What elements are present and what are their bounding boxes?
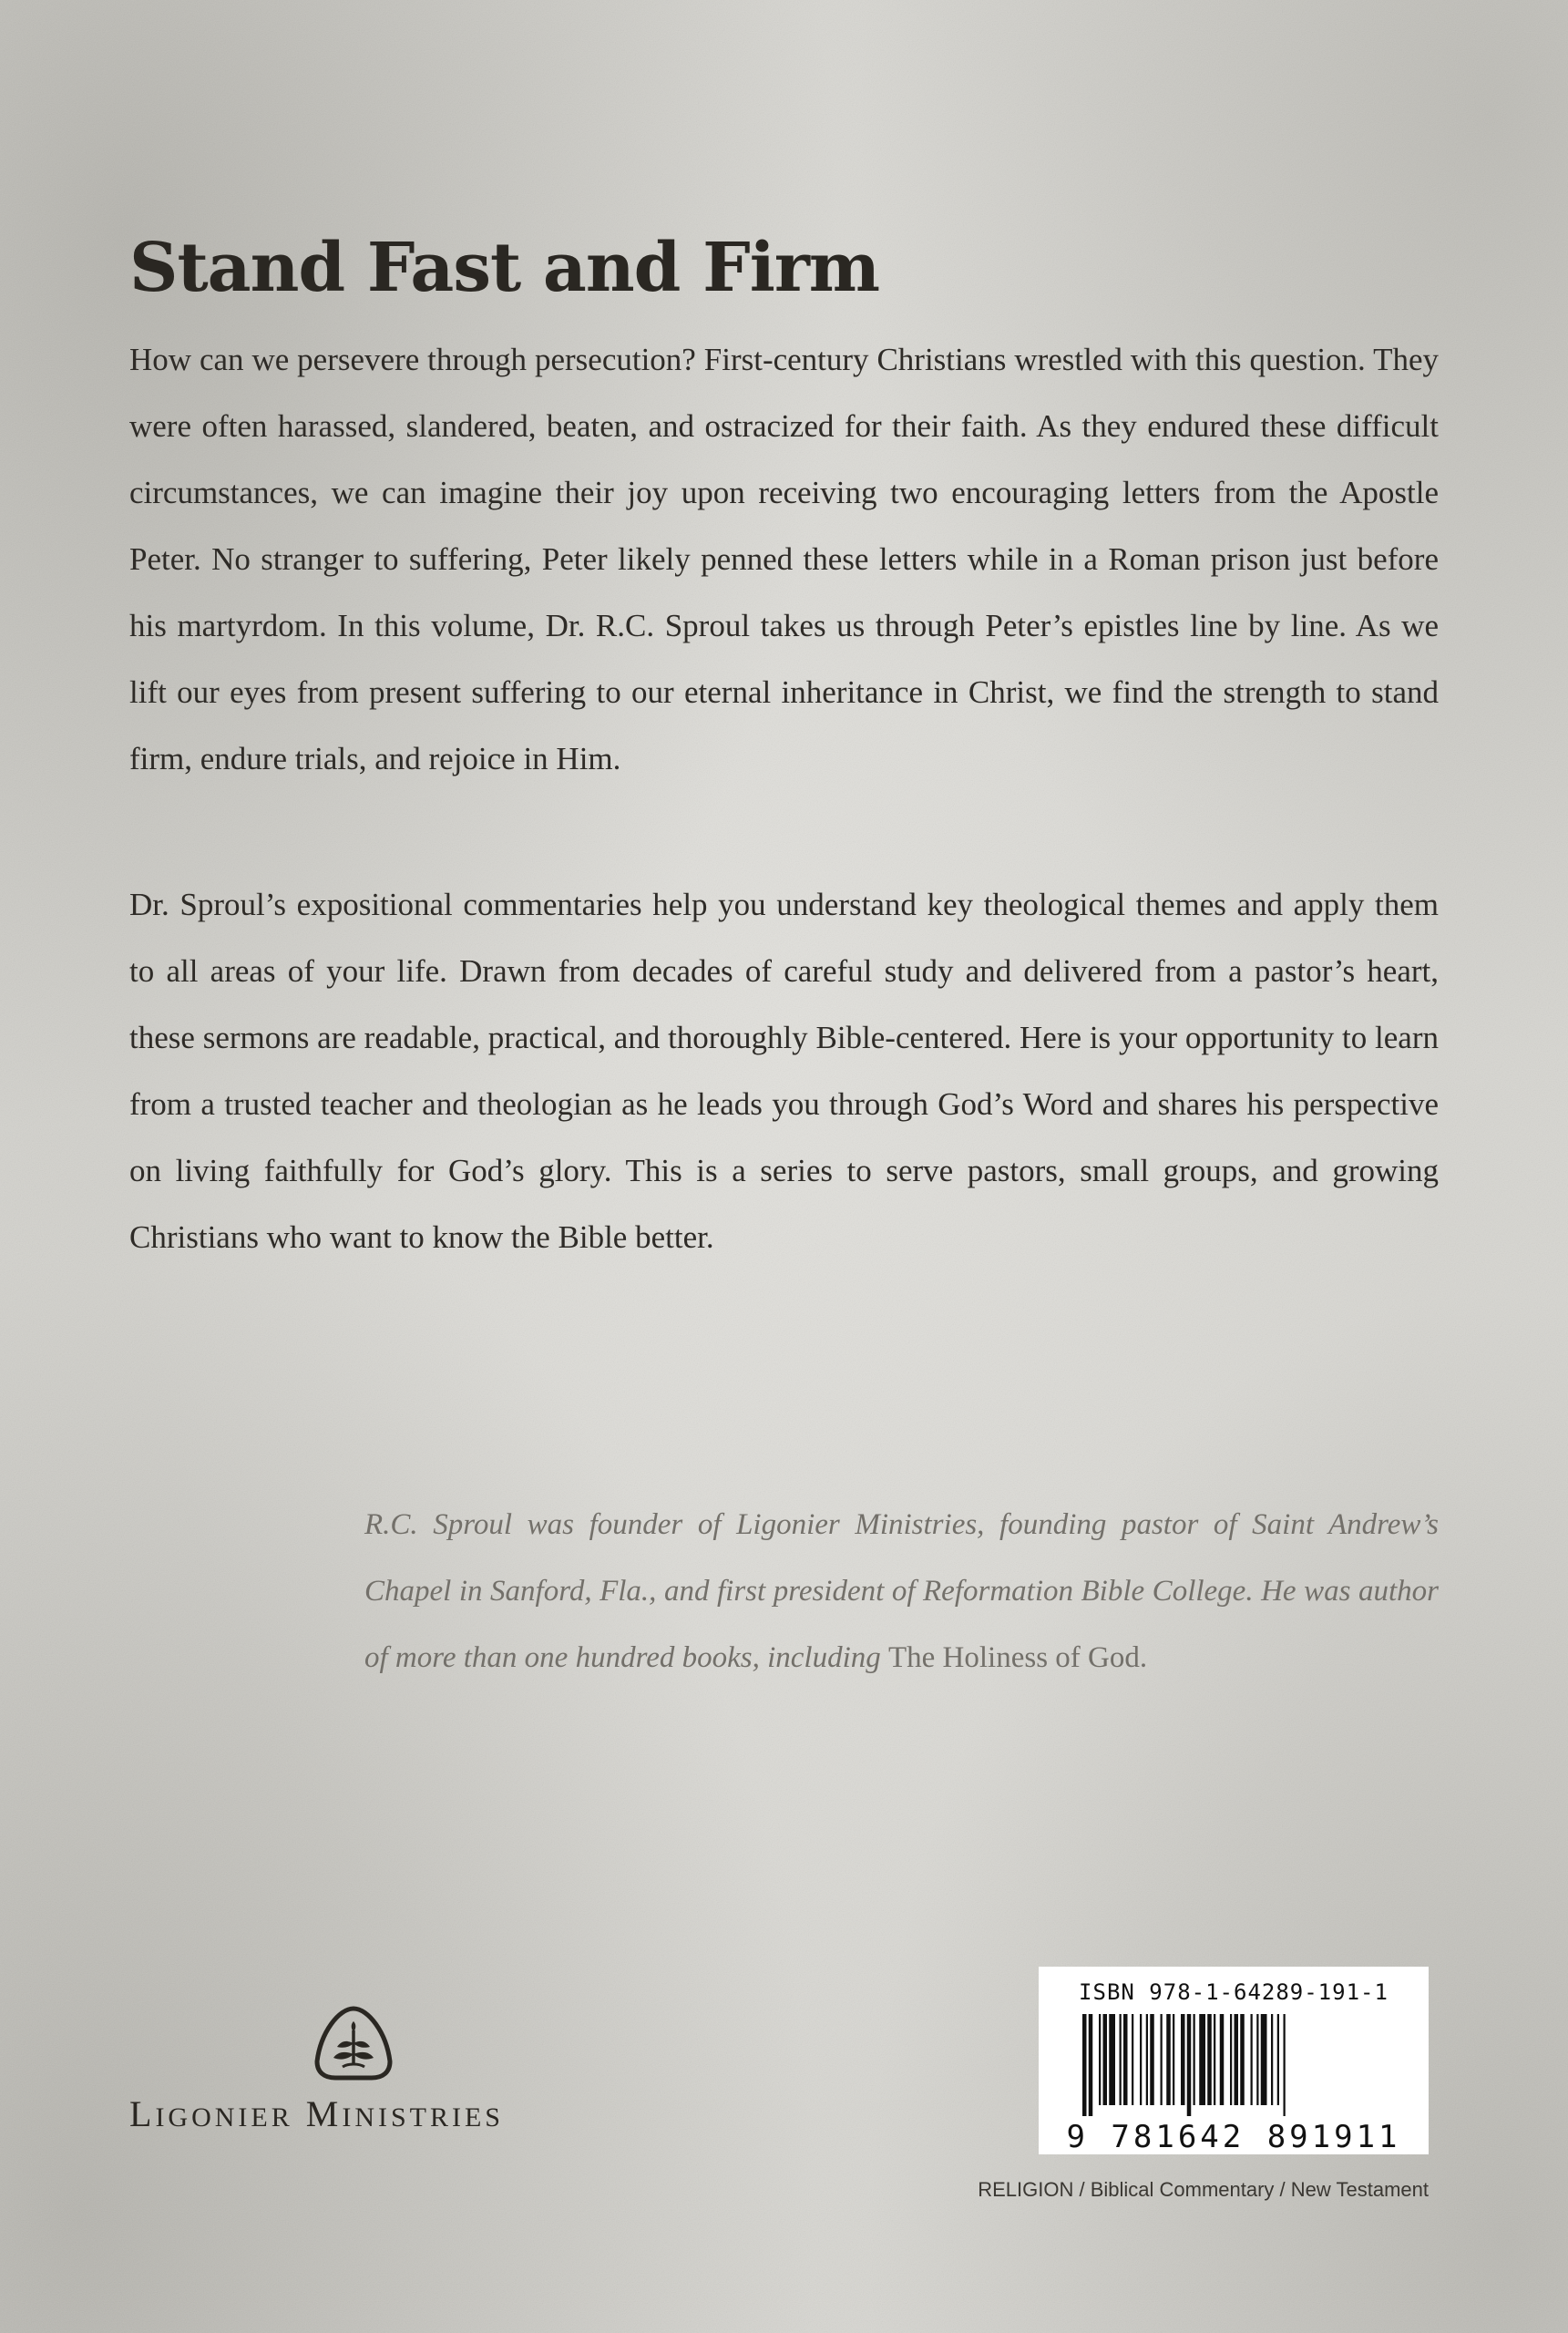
description-paragraph-1: How can we persevere through persecution? First-century Christians wrestled with this question. They were often harassed, slandered, beaten, and ostracized for their faith. As they endured these difficult circumstances, we can imagine their joy upon receiving two encouraging letters from the Apostle Peter. No stranger to suffering, Peter likely penned these letters while in a Roman prison just before his martyrdom. In this volume, Dr. R.C. Sproul takes us through Peter’s epistles line by line. As we lift our eyes from present suffering to our eternal inheritance in Christ, we find the strength to stand firm, endure trials, and rejoice in Him. bbox=[129, 342, 1439, 776]
barcode-bar bbox=[1256, 2014, 1258, 2105]
barcode-bar bbox=[1161, 2014, 1163, 2105]
barcode-bar bbox=[1132, 2014, 1133, 2105]
barcode-bar bbox=[1089, 2014, 1093, 2116]
author-bio-text: R.C. Sproul was founder of Ligonier Ministries, founding pastor of Saint Andrew’s Chapel in Sanford, Fla., and first president of Reformation Bible College. He was author of more than one hundred books, including bbox=[364, 1508, 1439, 1674]
barcode-bar bbox=[1251, 2014, 1253, 2105]
barcode-bar bbox=[1220, 2014, 1225, 2105]
author-bio-end: . bbox=[1139, 1641, 1148, 1674]
ligonier-tree-icon bbox=[312, 2005, 395, 2081]
publisher-logo bbox=[129, 2005, 603, 2142]
barcode-graphic bbox=[1039, 2010, 1429, 2154]
publisher-name-part-1: IGONIER bbox=[155, 2102, 293, 2133]
author-bio-book-title: The Holiness of God bbox=[888, 1641, 1140, 1674]
description-paragraph-2: Dr. Sproul’s expositional commentaries help you understand key theological themes and apply them to all areas of your life. Drawn from decades of careful study and delivered from a pastor’s heart, these sermons are readable, practical, and thoroughly Bible-centered. Here is your opportunity to learn from a trusted teacher and theologian as he leads you through God’s Word and shares his perspective on living faithfully for God’s glory. This is a series to serve pastors, small groups, and growing Christians who want to know the Bible better. bbox=[129, 887, 1439, 1255]
barcode-bar bbox=[1103, 2014, 1108, 2105]
barcode-bar bbox=[1173, 2014, 1174, 2105]
barcode-bar bbox=[1230, 2014, 1232, 2105]
barcode-bar bbox=[1120, 2014, 1122, 2105]
barcode-bar bbox=[1284, 2014, 1286, 2116]
publisher-name-part-2: INISTRIES bbox=[342, 2102, 504, 2133]
isbn-barcode bbox=[1039, 1967, 1429, 2154]
author-bio bbox=[364, 1492, 1439, 1691]
publisher-name bbox=[129, 2092, 504, 2135]
barcode-bar bbox=[1240, 2014, 1245, 2105]
book-title: Stand Fast and Firm bbox=[129, 228, 880, 307]
barcode-bar bbox=[1123, 2014, 1128, 2105]
publisher-initial-m: M bbox=[305, 2093, 343, 2134]
barcode-bar bbox=[1146, 2014, 1148, 2105]
barcode-bar bbox=[1194, 2014, 1195, 2105]
barcode-bar bbox=[1271, 2014, 1273, 2105]
barcode-bar bbox=[1140, 2014, 1142, 2105]
publisher-initial-l: L bbox=[129, 2093, 156, 2134]
barcode-bar bbox=[1261, 2014, 1267, 2105]
barcode-bar bbox=[1099, 2014, 1101, 2105]
barcode-bar bbox=[1235, 2014, 1239, 2105]
barcode-bar bbox=[1187, 2014, 1192, 2116]
barcode-bar bbox=[1166, 2014, 1171, 2105]
barcode-bar bbox=[1199, 2014, 1205, 2105]
barcode-bar bbox=[1082, 2014, 1087, 2116]
barcode-digits: 9 781642 891911 bbox=[1066, 2119, 1401, 2154]
barcode-bar bbox=[1150, 2014, 1154, 2105]
isbn-label: ISBN 978-1-64289-191-1 bbox=[1079, 1979, 1389, 2005]
barcode-bar bbox=[1109, 2014, 1115, 2105]
barcode-bar bbox=[1207, 2014, 1212, 2105]
barcode-bar bbox=[1214, 2014, 1215, 2105]
category-label: RELIGION / Biblical Commentary / New Testament bbox=[978, 2178, 1429, 2201]
barcode-bar bbox=[1181, 2014, 1185, 2105]
barcode-bar bbox=[1277, 2014, 1279, 2105]
